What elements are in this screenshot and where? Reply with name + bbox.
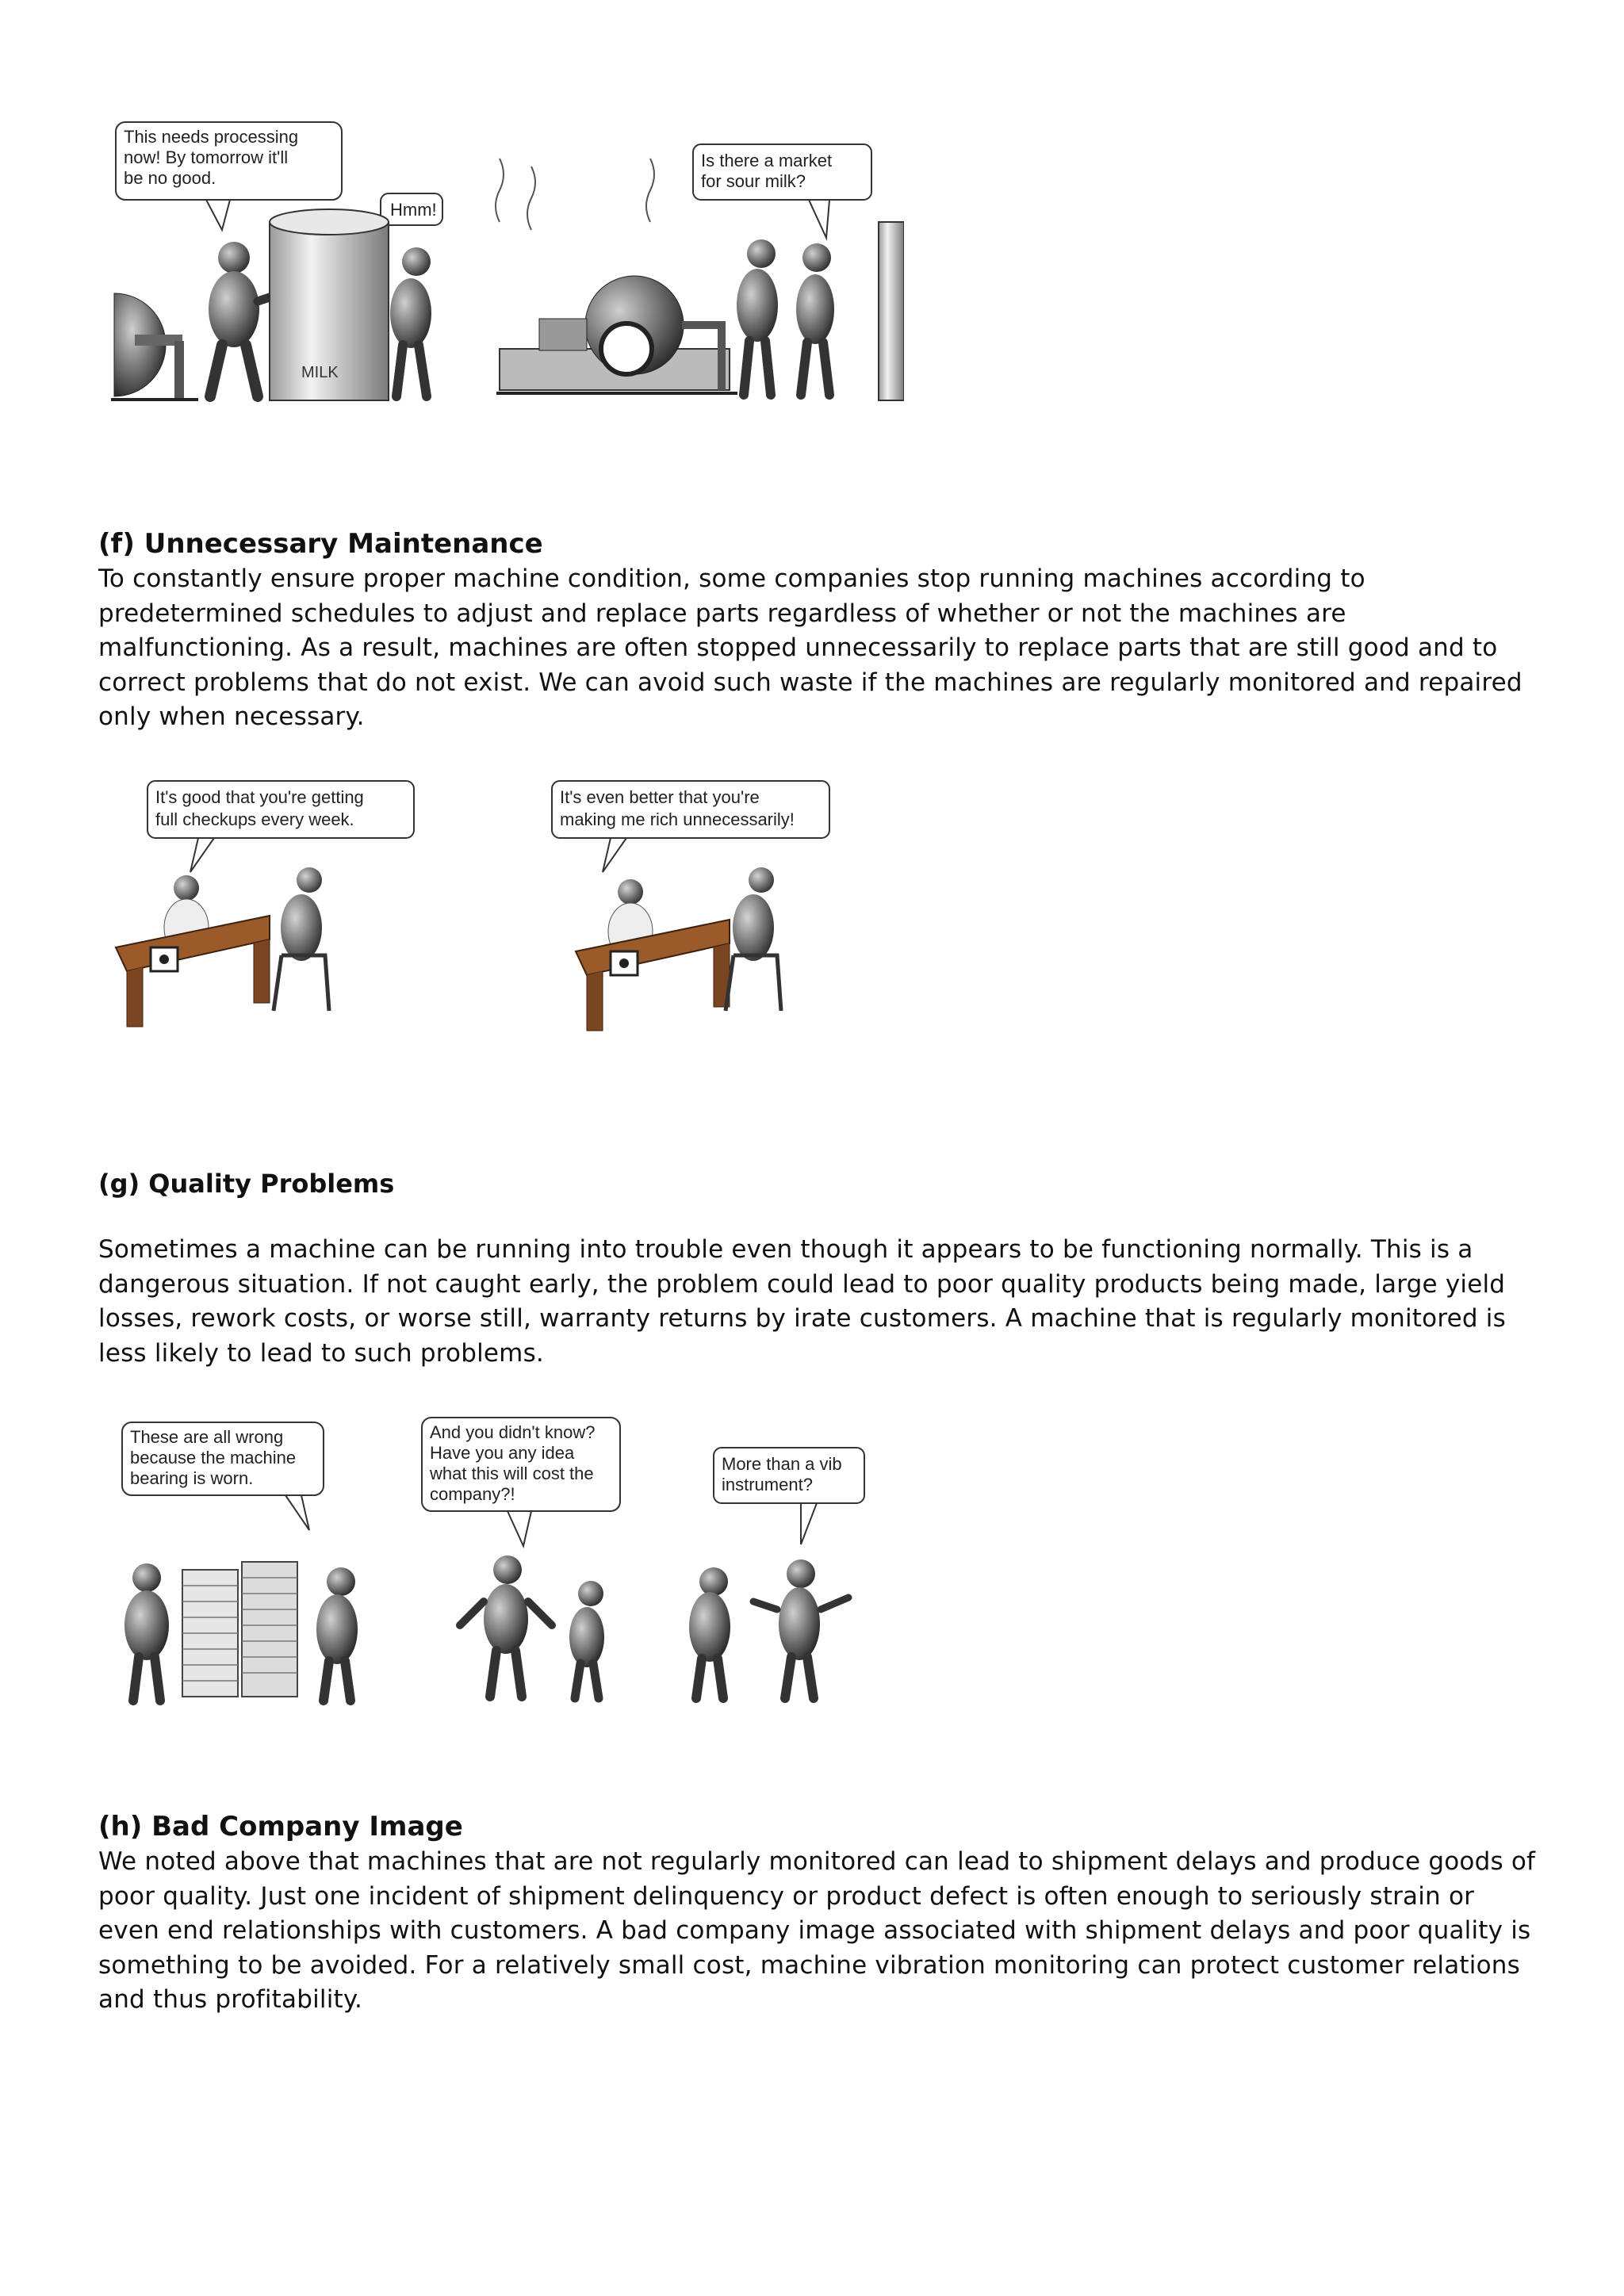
worker-figure-icon	[737, 239, 778, 395]
machine-fragment-icon	[111, 293, 198, 400]
svg-text:Have you any idea: Have you any idea	[430, 1443, 575, 1463]
paragraph-line: We noted above that machines that are not regularly monitored can lead to shipment delays and produce goods of	[98, 1847, 1536, 1876]
svg-text:More than a vib: More than a vib	[722, 1454, 842, 1474]
tank-label: MILK	[301, 364, 339, 381]
paragraph-line: Sometimes a machine can be running into trouble even though it appears to be functioning normally. This is a	[98, 1235, 1473, 1264]
svg-text:These are all wrong: These are all wrong	[130, 1427, 284, 1447]
svg-text:It's even better that you're: It's even better that you're	[560, 787, 760, 807]
paragraph-line: only when necessary.	[98, 702, 365, 731]
worker-figure-icon	[796, 243, 834, 395]
svg-text:making me rich unnecessarily!: making me rich unnecessarily!	[560, 809, 795, 829]
worker-figure-icon	[569, 1581, 604, 1698]
bubble-line: This needs processing	[124, 127, 299, 147]
svg-text:bearing is worn.: bearing is worn.	[130, 1468, 254, 1488]
worker-figure-icon	[124, 1563, 169, 1701]
svg-text:Hmm!: Hmm!	[390, 200, 437, 220]
speech-bubble-hmm	[381, 193, 442, 225]
svg-text:And you didn't know?: And you didn't know?	[430, 1422, 596, 1442]
paragraph-line: malfunctioning. As a result, machines are often stopped unnecessarily to replace parts that are still good and to	[98, 633, 1498, 662]
milk-tank-edge-icon	[879, 222, 904, 400]
paragraph-line: dangerous situation. If not caught early, the problem could lead to poor quality products being made, large yield	[98, 1269, 1506, 1299]
svg-text:for sour milk?: for sour milk?	[701, 171, 806, 191]
bubble-line: now! By tomorrow it'll	[124, 147, 289, 167]
section-unnecessary-maintenance	[98, 526, 1542, 735]
worker-figure-icon	[460, 1556, 552, 1697]
bubble-line: be no good.	[124, 168, 216, 188]
paragraph-line: even end relationships with customers. A bad company image associated with shipment delays and poor quality is	[98, 1916, 1531, 1945]
maintenance-cartoon-illustration	[111, 773, 888, 1050]
svg-text:instrument?: instrument?	[722, 1475, 813, 1494]
worker-figure-icon	[390, 247, 431, 396]
svg-text:company?!: company?!	[430, 1484, 515, 1504]
section-heading: (f) Unnecessary Maintenance	[98, 528, 543, 560]
section-bad-company-image	[98, 1808, 1542, 2018]
speech-bubble-middle	[422, 1418, 620, 1546]
doctor-desk-scene-icon	[116, 867, 329, 1027]
paragraph-line: To constantly ensure proper machine condition, some companies stop running machines according to	[98, 564, 1365, 593]
worker-figure-icon	[316, 1567, 358, 1701]
milk-tank-icon	[270, 209, 389, 400]
worker-figure-icon	[689, 1567, 730, 1698]
speech-bubble-left	[122, 1422, 324, 1530]
worker-figure-icon	[753, 1559, 848, 1698]
section-quality-problems	[98, 1165, 1542, 1371]
paragraph-line: correct problems that do not exist. We can avoid such waste if the machines are regularly monitored and repaired	[98, 668, 1522, 697]
speech-bubble-right	[693, 144, 871, 238]
section-heading: (g) Quality Problems	[98, 1169, 395, 1199]
paragraph-line: something to be avoided. For a relatively small cost, machine vibration monitoring can protect customer relations	[98, 1950, 1520, 1980]
quality-cartoon-illustration	[111, 1411, 888, 1712]
svg-text:what this will cost the: what this will cost the	[430, 1464, 594, 1483]
svg-text:Is there a market: Is there a market	[701, 151, 833, 170]
speech-bubble-left	[147, 781, 414, 872]
svg-text:It's good that you're getting: It's good that you're getting	[155, 787, 364, 807]
speech-bubble-right	[714, 1448, 864, 1544]
speech-bubble-right	[552, 781, 829, 872]
paragraph-line: predetermined schedules to adjust and replace parts regardless of whether or not the machines are	[98, 599, 1346, 628]
paper-stacks-icon	[182, 1562, 297, 1697]
paragraph-line: poor quality. Just one incident of shipment delinquency or product defect is often enough to seriously strain or	[98, 1881, 1475, 1911]
doctor-desk-scene-icon	[576, 867, 781, 1031]
section-heading: (h) Bad Company Image	[98, 1811, 463, 1843]
paragraph-line: losses, rework costs, or worse still, warranty returns by irate customers. A machine that is regularly monitored is	[98, 1304, 1506, 1333]
svg-text:because the machine: because the machine	[130, 1448, 297, 1468]
milk-cartoon-illustration	[111, 111, 904, 412]
paragraph-line: less likely to lead to such problems.	[98, 1338, 544, 1368]
svg-text:full checkups every week.: full checkups every week.	[155, 809, 354, 829]
paragraph-line: and thus profitability.	[98, 1985, 363, 2014]
